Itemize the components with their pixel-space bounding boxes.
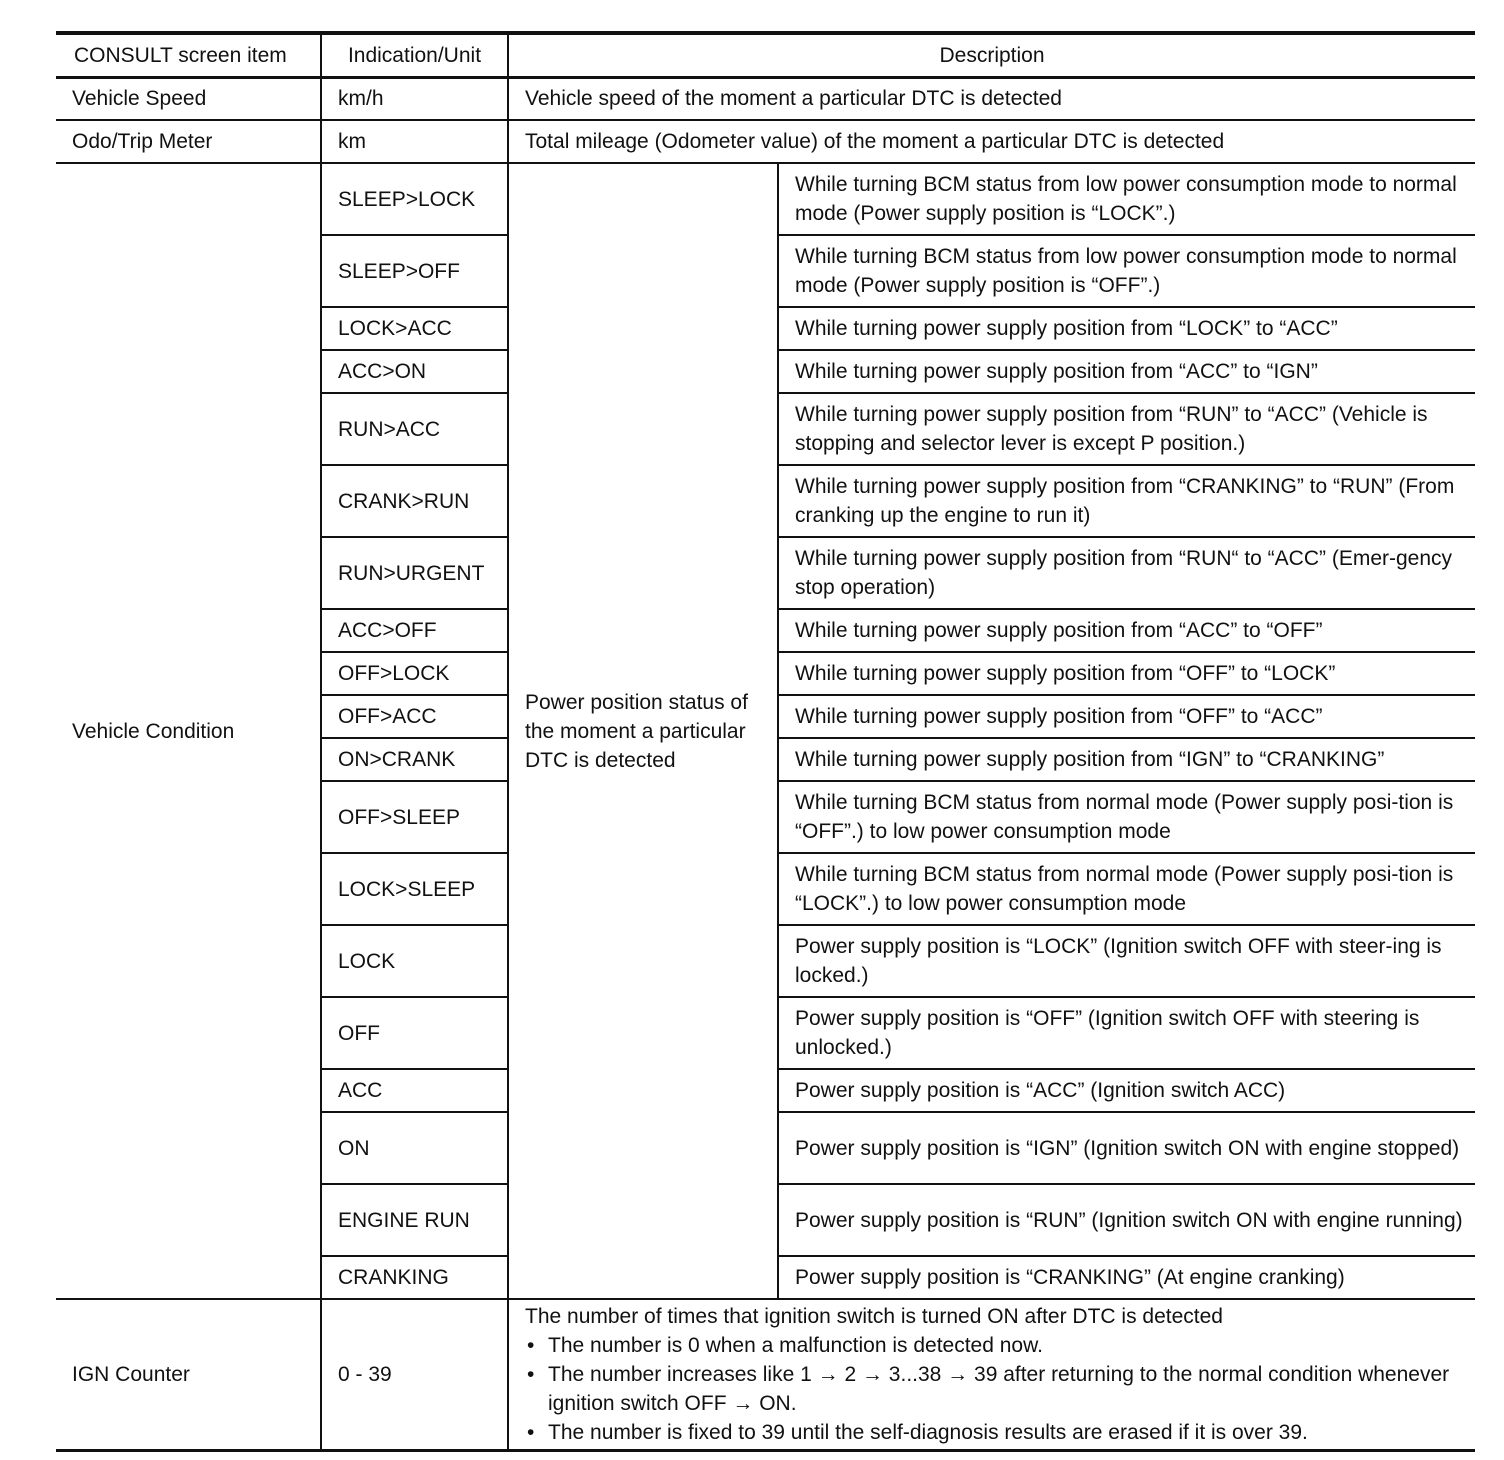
table-row-odo-trip-meter [56, 120, 1475, 163]
bullet-item: • The number is fixed to 39 until the self-diagnosis results are erased if it is over 39. [525, 1418, 1463, 1447]
power-position-summary-cell: Power position status of the moment a particular DTC is detected [508, 163, 778, 1299]
unit-cell: CRANK>RUN [321, 465, 508, 537]
description-cell: While turning BCM status from low power consumption mode to normal mode (Power supply position is “LOCK”.) [778, 163, 1475, 235]
description-cell: While turning power supply position from “RUN” to “ACC” (Vehicle is stopping and selector lever is except P position.) [778, 393, 1475, 465]
description-cell: While turning power supply position from “CRANKING” to “RUN” (From cranking up the engine to run it) [778, 465, 1475, 537]
bullet-item: • The number increases like 1 → 2 → 3...38 → 39 after returning to the normal condition whenever ignition switch OFF → ON. [525, 1360, 1463, 1418]
description-cell: While turning power supply position from “OFF” to “ACC” [778, 695, 1475, 738]
unit-cell: OFF>SLEEP [321, 781, 508, 853]
consult-data-table [56, 31, 1475, 1452]
description-cell: While turning power supply position from “RUN“ to “ACC” (Emer-gency stop operation) [778, 537, 1475, 609]
table-header-row [56, 33, 1475, 77]
unit-cell: ON>CRANK [321, 738, 508, 781]
unit-cell: ACC [321, 1069, 508, 1112]
unit-cell: LOCK>ACC [321, 307, 508, 350]
description-cell: While turning BCM status from low power consumption mode to normal mode (Power supply position is “OFF”.) [778, 235, 1475, 307]
unit-cell: km/h [321, 77, 508, 120]
ign-counter-description [508, 1299, 1475, 1451]
unit-cell: ENGINE RUN [321, 1184, 508, 1256]
table-row-ign-counter [56, 1299, 1475, 1451]
header-description: Description [508, 33, 1475, 77]
description-cell: While turning BCM status from normal mode (Power supply posi-tion is “LOCK”.) to low power consumption mode [778, 853, 1475, 925]
ign-counter-bullet-list [525, 1331, 1463, 1447]
description-cell: Power supply position is “CRANKING” (At engine cranking) [778, 1256, 1475, 1299]
description-cell: Vehicle speed of the moment a particular DTC is detected [508, 77, 1475, 120]
description-cell: While turning power supply position from “ACC” to “OFF” [778, 609, 1475, 652]
unit-cell: SLEEP>OFF [321, 235, 508, 307]
header-consult-screen-item: CONSULT screen item [56, 33, 321, 77]
table-row-condition-state [56, 163, 1475, 235]
unit-cell: LOCK>SLEEP [321, 853, 508, 925]
item-cell: IGN Counter [56, 1299, 321, 1451]
item-cell-vehicle-condition: Vehicle Condition [56, 163, 321, 1299]
description-cell: Power supply position is “RUN” (Ignition switch ON with engine running) [778, 1184, 1475, 1256]
description-cell: Power supply position is “LOCK” (Ignition switch OFF with steer-ing is locked.) [778, 925, 1475, 997]
unit-cell: RUN>URGENT [321, 537, 508, 609]
bullet-item: • The number is 0 when a malfunction is detected now. [525, 1331, 1463, 1360]
unit-cell: OFF [321, 997, 508, 1069]
description-cell: Power supply position is “IGN” (Ignition switch ON with engine stopped) [778, 1112, 1475, 1184]
unit-cell: ACC>ON [321, 350, 508, 393]
unit-cell: RUN>ACC [321, 393, 508, 465]
description-cell: While turning power supply position from “LOCK” to “ACC” [778, 307, 1475, 350]
unit-cell: ACC>OFF [321, 609, 508, 652]
unit-cell: OFF>ACC [321, 695, 508, 738]
unit-cell: ON [321, 1112, 508, 1184]
ign-counter-intro: The number of times that ignition switch is turned ON after DTC is detected [525, 1305, 1223, 1328]
header-indication-unit: Indication/Unit [321, 33, 508, 77]
description-cell: While turning BCM status from normal mode (Power supply posi-tion is “OFF”.) to low power consumption mode [778, 781, 1475, 853]
description-cell: While turning power supply position from “IGN” to “CRANKING” [778, 738, 1475, 781]
item-cell: Vehicle Speed [56, 77, 321, 120]
unit-cell: OFF>LOCK [321, 652, 508, 695]
description-cell: Power supply position is “ACC” (Ignition switch ACC) [778, 1069, 1475, 1112]
description-cell: Total mileage (Odometer value) of the moment a particular DTC is detected [508, 120, 1475, 163]
description-cell: Power supply position is “OFF” (Ignition switch OFF with steering is unlocked.) [778, 997, 1475, 1069]
description-cell: While turning power supply position from “ACC” to “IGN” [778, 350, 1475, 393]
table-row-vehicle-speed [56, 77, 1475, 120]
description-cell: While turning power supply position from “OFF” to “LOCK” [778, 652, 1475, 695]
unit-cell: LOCK [321, 925, 508, 997]
unit-cell: CRANKING [321, 1256, 508, 1299]
item-cell: Odo/Trip Meter [56, 120, 321, 163]
unit-cell: km [321, 120, 508, 163]
unit-cell: SLEEP>LOCK [321, 163, 508, 235]
unit-cell: 0 - 39 [321, 1299, 508, 1451]
